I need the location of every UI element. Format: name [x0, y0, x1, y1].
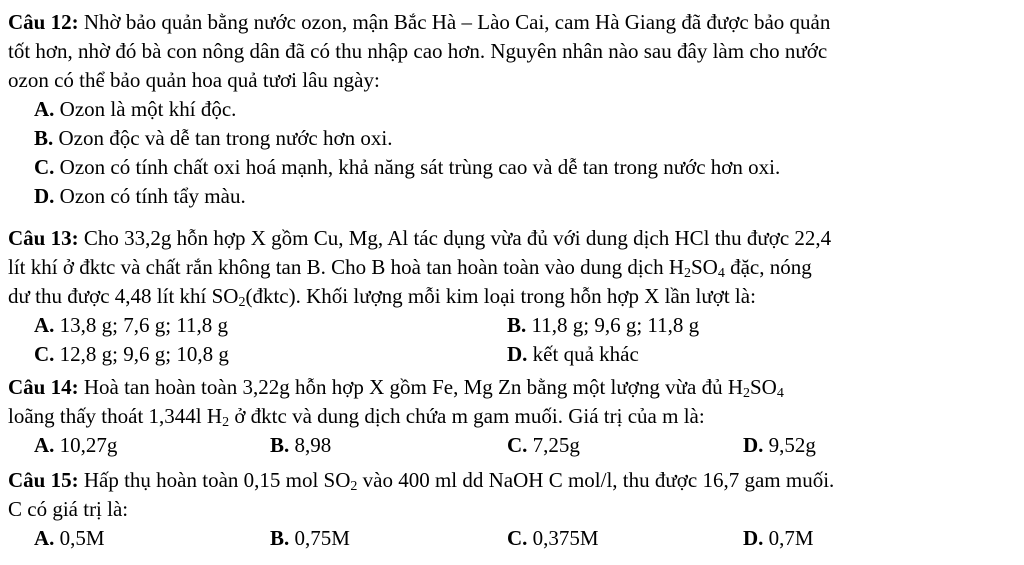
q15-line-2: C có giá trị là: [8, 497, 129, 521]
q15-option-a-text: 0,5M [54, 526, 105, 550]
q13-option-a-letter: A. [34, 313, 55, 337]
q13-option-b-letter: B. [507, 313, 527, 337]
q14-text-1a: Hoà tan hoàn toàn 3,22g hỗn hợp X gồm Fe, Mg Zn bằng một lượng vừa đủ H [78, 375, 743, 399]
q14-line-2 [8, 402, 1008, 431]
q14-option-d-letter: D. [743, 433, 764, 457]
q15-option-b [270, 524, 350, 553]
q14-option-c-letter: C. [507, 433, 528, 457]
q12-option-c-text: Ozon có tính chất oxi hoá mạnh, khả năng sát trùng cao và dễ tan trong nước hơn oxi. [54, 155, 781, 179]
q15-option-b-text: 0,75M [289, 526, 350, 550]
q13-option-d-letter: D. [507, 342, 528, 366]
q12-label: Câu 12: [8, 10, 79, 34]
q15-option-c-letter: C. [507, 526, 528, 550]
q14-option-a-text: 10,27g [54, 433, 118, 457]
q12-option-d-text: Ozon có tính tẩy màu. [54, 184, 246, 208]
q13-option-d-text: kết quả khác [527, 342, 639, 366]
q12-option-c [8, 153, 1008, 182]
q12-option-d-letter: D. [34, 184, 55, 208]
q13-label: Câu 13: [8, 226, 79, 250]
q14-sub-h2: 2 [222, 415, 230, 430]
q15-option-d [743, 524, 814, 553]
q15-options-row [8, 524, 1008, 553]
q14-sub-4: 4 [776, 386, 784, 401]
q15-option-c [507, 524, 599, 553]
q14-option-d [743, 431, 816, 460]
question-13 [8, 224, 1008, 369]
q12-option-c-letter: C. [34, 155, 55, 179]
q13-option-c-letter: C. [34, 342, 55, 366]
q12-option-a [8, 95, 1008, 124]
q15-option-b-letter: B. [270, 526, 290, 550]
q12-option-a-letter: A. [34, 97, 55, 121]
q15-line-1 [8, 466, 1008, 495]
q13-text-2c: đặc, nóng [724, 255, 812, 279]
q13-text-1: Cho 33,2g hỗn hợp X gồm Cu, Mg, Al tác dụng vừa đủ với dung dịch HCl thu được 22,4 [78, 226, 832, 250]
q14-option-d-text: 9,52g [763, 433, 816, 457]
q12-option-b-text: Ozon độc và dễ tan trong nước hơn oxi. [53, 126, 393, 150]
q13-option-a [34, 311, 228, 340]
q14-option-c-text: 7,25g [527, 433, 580, 457]
q13-text-3a: dư thu được 4,48 lít khí SO [8, 284, 239, 308]
q13-text-3b: (đktc). Khối lượng mỗi kim loại trong hỗn hợp X lần lượt là: [245, 284, 756, 308]
q13-options-row-1 [8, 311, 1008, 340]
q13-option-a-text: 13,8 g; 7,6 g; 11,8 g [54, 313, 229, 337]
q14-text-1b: SO [750, 375, 777, 399]
q13-option-d [507, 340, 639, 369]
q13-option-c-text: 12,8 g; 9,6 g; 10,8 g [54, 342, 229, 366]
q15-text-1b: vào 400 ml dd NaOH C mol/l, thu được 16,7 gam muối. [357, 468, 835, 492]
q15-option-d-text: 0,7M [763, 526, 814, 550]
q14-option-a-letter: A. [34, 433, 55, 457]
q12-line-3: ozon có thể bảo quản hoa quả tươi lâu ngày: [8, 68, 380, 92]
question-12 [8, 8, 1008, 211]
q14-options-row [8, 431, 1008, 460]
q14-option-b-letter: B. [270, 433, 290, 457]
q13-options-row-2 [8, 340, 1008, 369]
q14-option-b [270, 431, 331, 460]
q13-option-b-text: 11,8 g; 9,6 g; 11,8 g [526, 313, 700, 337]
q13-line-2 [8, 253, 1008, 282]
q13-sub-4: 4 [717, 266, 725, 281]
q14-text-2a: loãng thấy thoát 1,344l H [8, 404, 223, 428]
q12-option-b-letter: B. [34, 126, 54, 150]
q14-text-2b: ở đktc và dung dịch chứa m gam muối. Giá trị của m là: [229, 404, 705, 428]
question-15 [8, 466, 1008, 553]
q15-option-a [34, 524, 105, 553]
q13-sub-so2: 2 [238, 295, 246, 310]
q13-sub-2: 2 [683, 266, 691, 281]
q13-option-b [507, 311, 699, 340]
q12-line-2: tốt hơn, nhờ đó bà con nông dân đã có thu nhập cao hơn. Nguyên nhân nào sau đây làm cho nước [8, 39, 828, 63]
q12-text-1: Nhờ bảo quản bằng nước ozon, mận Bắc Hà – Lào Cai, cam Hà Giang đã được bảo quản [78, 10, 831, 34]
q13-line-3 [8, 282, 1008, 311]
question-14 [8, 373, 1008, 460]
q15-text-1a: Hấp thụ hoàn toàn 0,15 mol SO [78, 468, 351, 492]
q13-text-2a: lít khí ở đktc và chất rắn không tan B. Cho B hoà tan hoàn toàn vào dung dịch H [8, 255, 684, 279]
q12-option-b [8, 124, 1008, 153]
q13-option-c [34, 340, 229, 369]
q14-option-c [507, 431, 580, 460]
q14-line-1 [8, 373, 1008, 402]
q12-option-a-text: Ozon là một khí độc. [54, 97, 237, 121]
q15-option-c-text: 0,375M [527, 526, 599, 550]
q14-option-a [34, 431, 117, 460]
q12-option-d [8, 182, 1008, 211]
q14-option-b-text: 8,98 [289, 433, 332, 457]
q13-line-1 [8, 224, 1008, 253]
q15-option-d-letter: D. [743, 526, 764, 550]
q12-line-1 [8, 8, 1008, 37]
q14-sub-2: 2 [743, 386, 750, 401]
q15-option-a-letter: A. [34, 526, 55, 550]
q13-text-2b: SO [690, 255, 718, 279]
q15-sub-2: 2 [350, 479, 358, 494]
q15-label: Câu 15: [8, 468, 79, 492]
q14-label: Câu 14: [8, 375, 79, 399]
